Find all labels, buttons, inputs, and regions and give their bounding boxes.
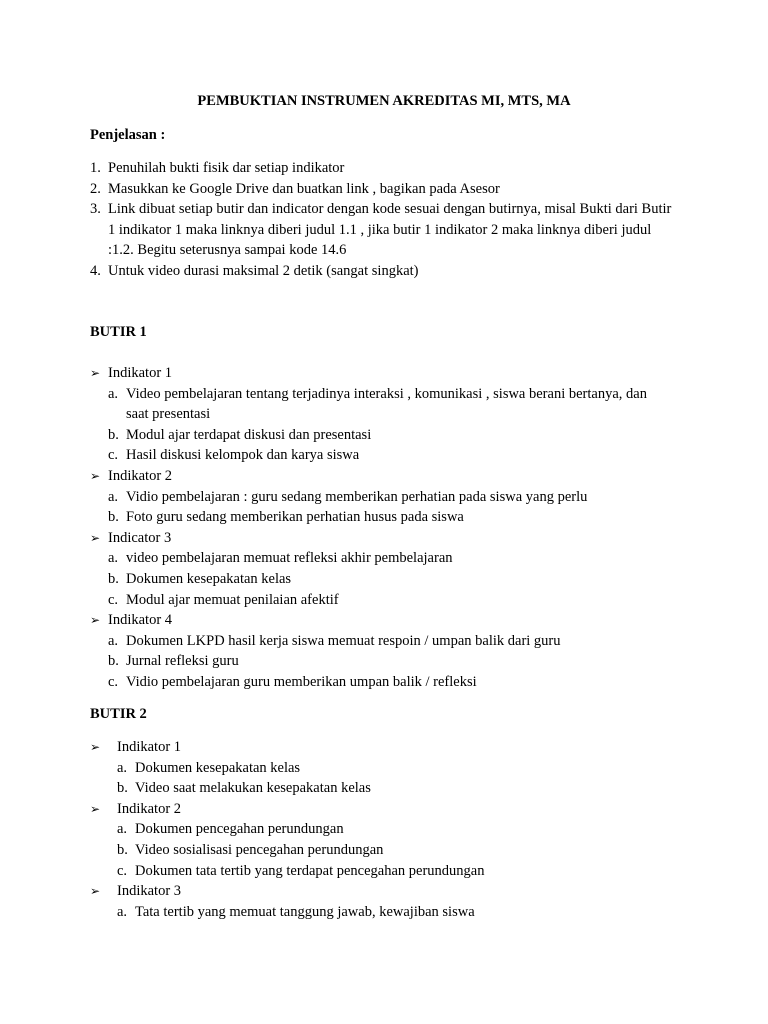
sub-text: Vidio pembelajaran : guru sedang memberikan perhatian pada siswa yang perlu <box>126 488 588 505</box>
butir2-section <box>90 737 690 922</box>
sub-item <box>90 569 690 590</box>
sub-item <box>90 590 690 611</box>
indicator-row <box>90 881 690 902</box>
arrow-bullet-icon: ➢ <box>90 468 101 483</box>
list-number: 4. <box>90 262 101 279</box>
arrow-bullet-icon: ➢ <box>90 366 101 380</box>
sub-item <box>90 384 690 425</box>
indicator-label: Indikator 4 <box>108 612 173 629</box>
indicator-label: Indikator 1 <box>117 739 182 755</box>
sub-item <box>90 819 690 840</box>
sub-item <box>90 425 690 446</box>
arrow-bullet-icon: ➢ <box>90 530 101 545</box>
sub-text: Foto guru sedang memberikan perhatian husus pada siswa <box>126 509 464 526</box>
sub-letter: a. <box>108 550 119 567</box>
list-text: Penuhilah bukti fisik dar setiap indikator <box>108 160 345 176</box>
list-number: 1. <box>90 160 101 176</box>
sub-letter: b. <box>108 570 119 587</box>
sub-text: Jurnal refleksi guru <box>126 653 239 670</box>
sub-letter: c. <box>117 862 128 879</box>
sub-letter: c. <box>108 673 119 690</box>
sub-letter: b. <box>108 426 119 443</box>
sub-item <box>90 902 690 923</box>
butir1-heading: BUTIR 1 <box>90 324 147 340</box>
sub-item <box>90 840 690 861</box>
indicator-label: Indikator 3 <box>117 883 182 900</box>
sub-letter: a. <box>117 759 128 776</box>
sub-letter: a. <box>117 821 128 838</box>
indicator-label: Indikator 2 <box>117 800 182 817</box>
sub-item <box>90 651 690 672</box>
indicator-row <box>90 610 690 631</box>
penjelasan-heading: Penjelasan : <box>90 127 166 143</box>
sub-letter: a. <box>108 632 119 649</box>
sub-item <box>90 672 690 693</box>
sub-text: Vidio pembelajaran guru memberikan umpan balik / refleksi <box>126 673 477 690</box>
indicator-row <box>90 799 690 820</box>
sub-letter: a. <box>117 903 128 920</box>
indicator-label: Indikator 1 <box>108 365 173 381</box>
list-item <box>90 261 690 282</box>
sub-letter: b. <box>117 841 128 858</box>
butir1-section <box>90 363 690 693</box>
sub-text: Modul ajar memuat penilaian afektif <box>126 591 339 608</box>
sub-letter: b. <box>117 780 128 797</box>
sub-letter: a. <box>108 385 119 402</box>
sub-item <box>90 507 690 528</box>
sub-item <box>90 487 690 508</box>
sub-letter: b. <box>108 653 119 670</box>
sub-text: Video sosialisasi pencegahan perundungan <box>135 841 384 858</box>
list-text: Masukkan ke Google Drive dan buatkan link , bagikan pada Asesor <box>108 180 500 197</box>
sub-text: Dokumen pencegahan perundungan <box>135 821 344 838</box>
indicator-row <box>90 466 690 487</box>
list-number: 2. <box>90 180 101 197</box>
sub-text: Video pembelajaran tentang terjadinya interaksi , komunikasi , siswa berani bertanya, dan saat presentasi <box>126 385 647 423</box>
list-item <box>90 179 690 200</box>
list-item <box>90 199 690 261</box>
sub-letter: a. <box>108 488 119 505</box>
sub-text: Video saat melakukan kesepakatan kelas <box>135 780 371 797</box>
sub-letter: b. <box>108 509 119 526</box>
indicator-label: Indikator 2 <box>108 467 173 484</box>
sub-item <box>90 548 690 569</box>
arrow-bullet-icon: ➢ <box>90 613 101 628</box>
penjelasan-list <box>90 158 690 282</box>
sub-letter: c. <box>108 591 119 608</box>
indicator-row <box>90 737 690 758</box>
sub-item <box>90 861 690 882</box>
document-title: PEMBUKTIAN INSTRUMEN AKREDITAS MI, MTS, MA <box>197 93 571 109</box>
arrow-bullet-icon: ➢ <box>90 801 101 816</box>
indicator-row <box>90 528 690 549</box>
sub-text: Tata tertib yang memuat tanggung jawab, kewajiban siswa <box>135 903 475 920</box>
arrow-bullet-icon: ➢ <box>90 740 101 754</box>
sub-text: Dokumen tata tertib yang terdapat pencegahan perundungan <box>135 862 485 879</box>
butir2-heading: BUTIR 2 <box>90 706 147 722</box>
list-item <box>90 158 690 179</box>
indicator-label: Indicator 3 <box>108 529 172 546</box>
sub-letter: c. <box>108 447 119 464</box>
sub-item <box>90 758 690 779</box>
sub-text: Dokumen kesepakatan kelas <box>126 570 292 587</box>
arrow-bullet-icon: ➢ <box>90 884 101 899</box>
list-text: Untuk video durasi maksimal 2 detik (sangat singkat) <box>108 262 419 279</box>
sub-text: video pembelajaran memuat refleksi akhir pembelajaran <box>126 550 453 567</box>
sub-item <box>90 445 690 466</box>
sub-text: Modul ajar terdapat diskusi dan presentasi <box>126 426 372 443</box>
sub-text: Dokumen kesepakatan kelas <box>135 759 301 776</box>
sub-item <box>90 778 690 799</box>
list-number: 3. <box>90 201 101 218</box>
list-text: Link dibuat setiap butir dan indicator dengan kode sesuai dengan butirnya, misal Bukti dari Butir 1 indikator 1 maka linknya diberi judul 1.1 , jika butir 1 indikator 2 maka linknya diberi judul :1.2. Begitu seterusnya sampai kode 14.6 <box>108 201 672 259</box>
sub-text: Dokumen LKPD hasil kerja siswa memuat respoin / umpan balik dari guru <box>126 632 561 649</box>
sub-text: Hasil diskusi kelompok dan karya siswa <box>126 447 360 464</box>
indicator-row <box>90 363 690 384</box>
sub-item <box>90 631 690 652</box>
